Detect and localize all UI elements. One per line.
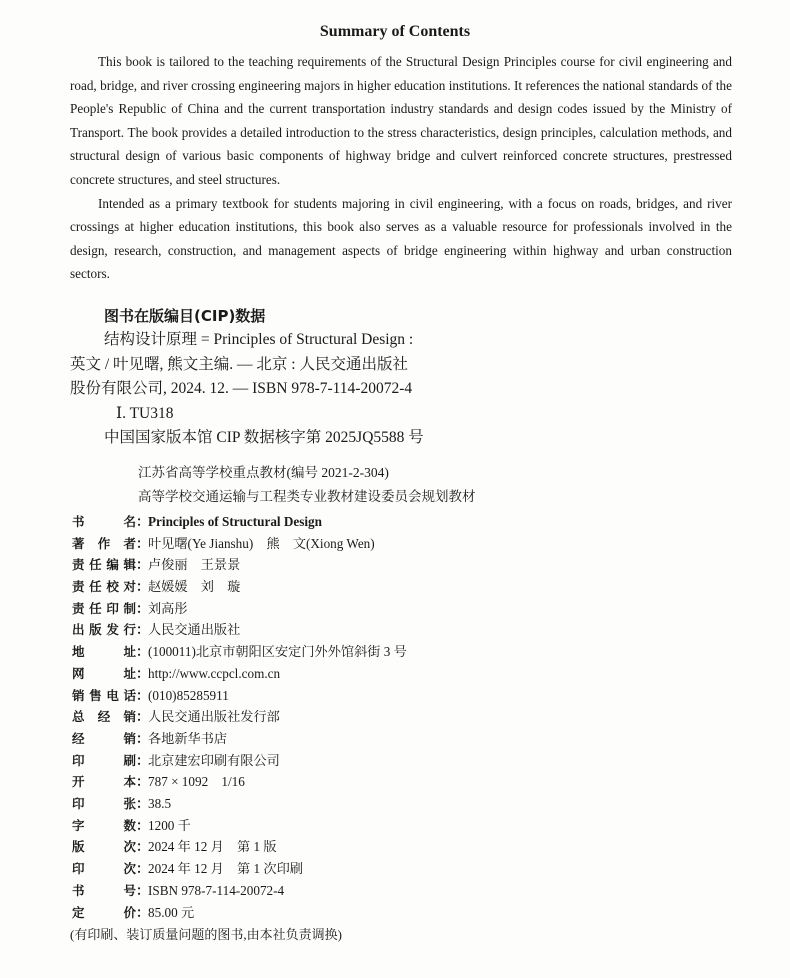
colophon-label: 著作者 [72,535,136,551]
colophon-row [72,728,790,750]
summary-title: Summary of Contents [319,23,471,40]
colophon-value: http://www.ccpcl.com.cn [148,665,281,681]
colophon-label: 印刷 [72,752,136,768]
colophon-colon: ： [136,622,150,638]
colophon-label: 书号 [72,882,136,898]
colophon-value: 38.5 [148,796,172,812]
cip-line: 结构设计原理 = Principles of Structural Design : [104,331,414,349]
colophon-colon: ： [136,709,150,725]
colophon-colon: ： [136,861,150,877]
colophon-row [72,511,790,533]
colophon-value: 85.00 元 [148,904,195,920]
colophon-value: 叶见曙(Ye Jianshu) 熊 文(Xiong Wen) [148,535,375,551]
colophon-row [72,576,790,598]
colophon-value: 赵媛媛 刘 璇 [148,579,241,595]
colophon-label: 开本 [72,774,136,790]
colophon-value: (100011)北京市朝阳区安定门外外馆斜街 3 号 [148,644,407,660]
colophon-colon: ： [136,535,150,551]
colophon-colon: ： [136,796,150,812]
colophon-row [72,598,790,620]
colophon-value: 人民交通出版社 [148,622,241,638]
series-line: 江苏省高等学校重点教材(编号 2021-2-304) [138,464,389,480]
summary-text [70,50,732,286]
colophon-colon: ： [136,557,150,573]
colophon-colon: ： [136,513,150,529]
colophon-value: 1200 千 [148,817,191,833]
colophon-colon: ： [136,752,150,768]
colophon-label: 责任印制 [72,600,136,616]
colophon-row [72,619,790,641]
colophon-label: 地址 [72,644,136,660]
colophon-label: 销售电话 [72,687,136,703]
colophon-label: 印次 [72,861,136,877]
colophon-value: 各地新华书店 [148,730,228,746]
colophon-colon: ： [136,600,150,616]
cip-line: Ⅰ. TU318 [116,404,174,422]
colophon-label: 总经销 [72,709,136,725]
quality-note: (有印刷、装订质量问题的图书,由本社负责调换) [70,927,342,943]
colophon-row [72,685,790,707]
summary-paragraph: This book is tailored to the teaching requirements of the Structural Design Principles course for civil engineering and road, bridge, and river crossing engineering majors in higher education institutions. It references the national standards of the People's Republic of China and the current transportation industry standards and design codes issued by the Ministry of Transport. The book provides a detailed introduction to the stress characteristics, design principles, calculation methods, and structural design of various basic components of highway bridge and culvert reinforced concrete structures, prestressed concrete structures, and steel structures. [70,54,732,187]
colophon-row [72,771,790,793]
colophon-row [72,793,790,815]
cip-heading: 图书在版编目(CIP)数据 [104,306,266,325]
colophon-colon: ： [136,817,150,833]
colophon-label: 出版发行 [72,622,136,638]
colophon-label: 定价 [72,904,136,920]
colophon [72,511,790,923]
colophon-row [72,815,790,837]
colophon-value: 2024 年 12 月 第 1 版 [148,839,277,855]
colophon-value: 刘高彤 [148,600,188,616]
colophon-label: 责任编辑 [72,557,136,573]
colophon-colon: ： [136,904,150,920]
colophon-label: 字数 [72,817,136,833]
cip-line: 股份有限公司, 2024. 12. — ISBN 978-7-114-20072-4 [70,380,413,398]
colophon-row [72,902,790,924]
colophon-label: 印张 [72,796,136,812]
colophon-row [72,533,790,555]
colophon-colon: ： [136,687,150,703]
cip-line: 中国国家版本馆 CIP 数据核字第 2025JQ5588 号 [104,429,424,447]
colophon-value: ISBN 978-7-114-20072-4 [148,882,285,898]
colophon-value: 787 × 1092 1/16 [148,774,245,790]
colophon-row [72,836,790,858]
summary-paragraph: Intended as a primary textbook for students majoring in civil engineering, with a focus on roads, bridges, and river crossings at higher education institutions, this book also serves as a valuable resource for professionals involved in the design, research, construction, and management aspects of bridge engineering within highway and urban construction sectors. [70,195,732,282]
cip-data [70,304,530,451]
cip-line: 英文 / 叶见曙, 熊文主编. — 北京 : 人民交通出版社 [70,355,408,373]
series-line: 高等学校交通运输与工程类专业教材建设委员会规划教材 [138,488,476,504]
colophon-row [72,750,790,772]
colophon-row [72,554,790,576]
colophon-colon: ： [136,774,150,790]
colophon-label: 网址 [72,665,136,681]
colophon-value: 2024 年 12 月 第 1 次印刷 [148,861,303,877]
colophon-label: 经销 [72,730,136,746]
colophon-label: 版次 [72,839,136,855]
colophon-colon: ： [136,882,150,898]
colophon-label: 责任校对 [72,579,136,595]
colophon-colon: ： [136,730,150,746]
colophon-value: (010)85285911 [148,687,229,703]
colophon-row [72,706,790,728]
colophon-value: 卢俊丽 王景景 [148,557,241,573]
series-info [138,461,790,509]
colophon-value: 人民交通出版社发行部 [148,709,280,725]
colophon-row [72,880,790,902]
colophon-value: Principles of Structural Design [148,513,322,529]
colophon-row [72,663,790,685]
colophon-colon: ： [136,839,150,855]
colophon-row [72,858,790,880]
colophon-colon: ： [136,579,150,595]
colophon-label: 书名 [72,513,136,529]
colophon-row [72,641,790,663]
colophon-colon: ： [136,665,150,681]
colophon-colon: ： [136,644,150,660]
colophon-value: 北京建宏印刷有限公司 [148,752,280,768]
